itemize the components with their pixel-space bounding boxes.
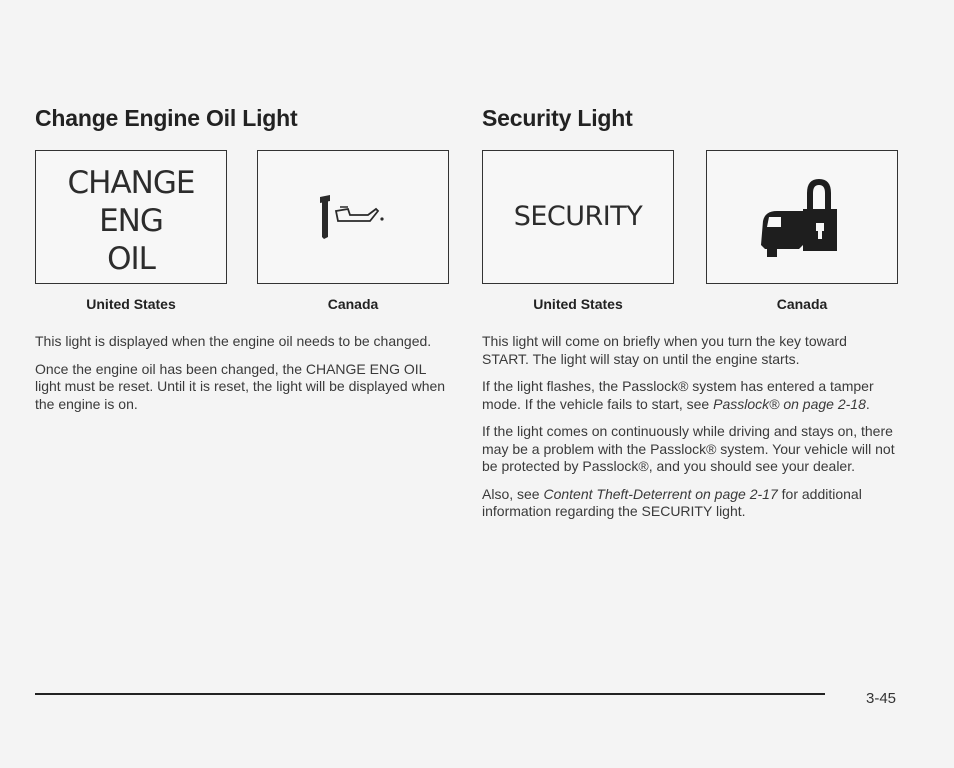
paragraph-text: . xyxy=(865,395,870,412)
lamp-text-line-1: CHANGE xyxy=(67,165,195,201)
page-number: 3-45 xyxy=(866,690,897,707)
security-light-section xyxy=(482,105,902,519)
paragraph: This light is displayed when the engine oil needs to be changed. xyxy=(35,333,432,349)
caption-canada: Canada xyxy=(776,296,828,312)
lamp-text-line-2: ENG xyxy=(99,203,163,239)
change-engine-oil-section xyxy=(35,105,455,412)
paragraph-text: for additional information regarding the SECURITY light. xyxy=(482,485,862,519)
security-canada-lamp xyxy=(706,150,898,284)
paragraph xyxy=(482,378,907,413)
security-body xyxy=(482,333,907,531)
oil-can-icon xyxy=(314,189,394,249)
lamp-text-line-3: OIL xyxy=(107,241,155,277)
security-lamp-text: SECURITY xyxy=(513,201,643,232)
security-us-lamp xyxy=(482,150,674,284)
change-oil-body xyxy=(35,333,450,423)
paragraph-text: Also, see xyxy=(482,485,544,502)
theft-deterrent-page-reference: Content Theft-Deterrent on page 2-17 xyxy=(543,485,778,502)
change-oil-heading: Change Engine Oil Light xyxy=(35,105,298,131)
caption-united-states: United States xyxy=(533,296,623,312)
vehicle-padlock-icon xyxy=(755,173,845,263)
paragraph: This light will come on briefly when you turn the key toward START. The light will stay on until the engine starts. xyxy=(482,333,847,367)
caption-canada: Canada xyxy=(327,296,379,312)
security-lamp-pair xyxy=(482,150,902,312)
paragraph: Once the engine oil has been changed, the CHANGE ENG OIL light must be reset. Until it is reset, the light will be displayed when the engine is on. xyxy=(35,360,446,412)
security-heading: Security Light xyxy=(482,105,633,131)
footer-rule xyxy=(35,693,825,695)
change-oil-us-lamp xyxy=(35,150,227,284)
paragraph xyxy=(482,486,907,521)
caption-united-states: United States xyxy=(86,296,176,312)
change-oil-canada-lamp xyxy=(257,150,449,284)
passlock-page-reference: Passlock® on page 2-18 xyxy=(713,395,866,412)
paragraph: If the light comes on continuously while driving and stays on, there may be a problem with the Passlock® system. Your vehicle will not be protected by Passlock®, and you should see your dealer. xyxy=(482,423,895,474)
change-oil-lamp-pair xyxy=(35,150,455,312)
paragraph-text: If the light flashes, the Passlock® system has entered a tamper mode. If the vehicle fails to start, see xyxy=(482,378,874,412)
